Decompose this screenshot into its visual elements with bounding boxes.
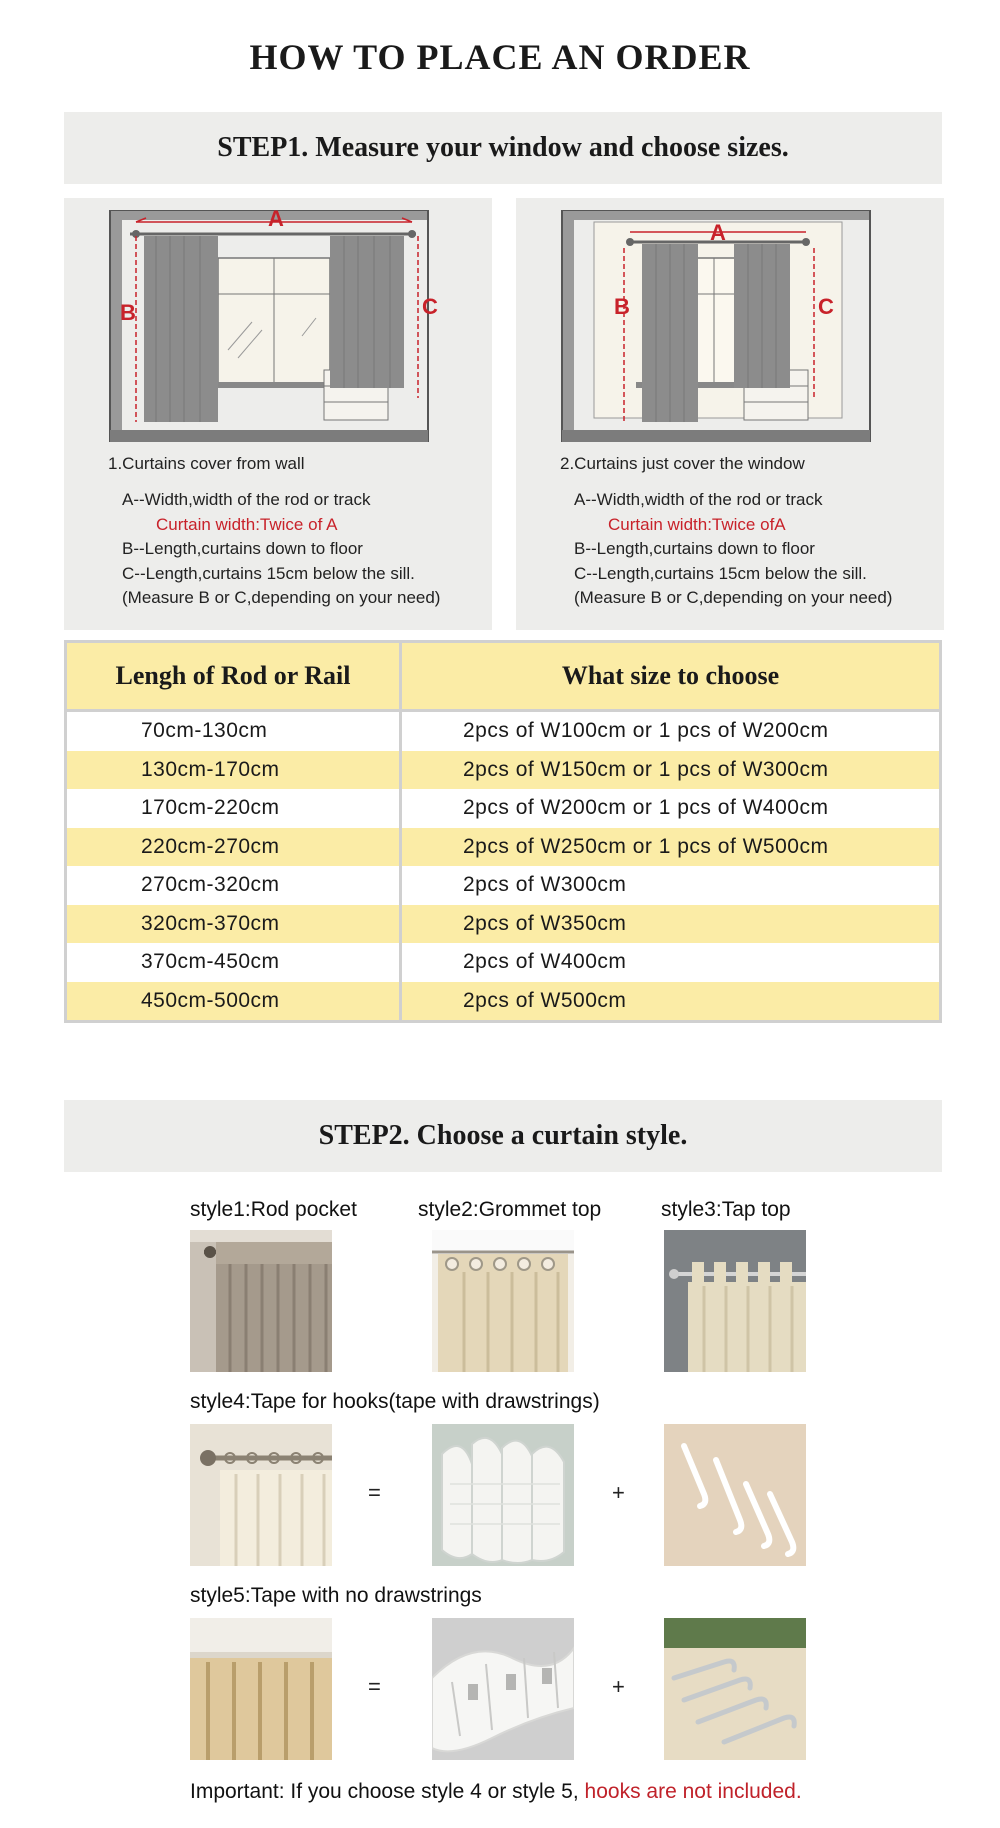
rod-length-cell: 130cm-170cm [66, 751, 401, 790]
plus-sign: + [612, 1480, 625, 1505]
mark-b: B [614, 294, 630, 319]
size-choice-cell: 2pcs of W200cm or 1 pcs of W400cm [463, 796, 829, 820]
hooks-note [190, 1780, 802, 1804]
line-width-note: Curtain width:Twice ofA [608, 514, 786, 534]
plus-sign: + [612, 1674, 625, 1699]
mark-b: B [120, 300, 136, 325]
table-row [66, 828, 941, 867]
line-width: A--Width,width of the rod or track [574, 490, 823, 509]
line-measure-note: (Measure B or C,depending on your need) [122, 588, 441, 607]
hooks-image [664, 1424, 806, 1566]
line-measure-note: (Measure B or C,depending on your need) [574, 588, 893, 607]
style1-label: style1:Rod pocket [190, 1198, 357, 1221]
mark-a: A [710, 220, 726, 245]
rod-length-cell: 450cm-500cm [66, 982, 401, 1022]
rod-pocket-image [190, 1230, 332, 1372]
step1-header: STEP1. Measure your window and choose sizes. [64, 112, 942, 184]
note-prefix: Important: If you choose style 4 or style 5, [190, 1780, 585, 1803]
table-row [66, 711, 941, 751]
table-row [66, 866, 941, 905]
table-row [66, 982, 941, 1022]
measure-panel-window [516, 198, 944, 630]
style2-label: style2:Grommet top [418, 1198, 602, 1221]
table-row [66, 751, 941, 790]
style3-label: style3:Tap top [661, 1198, 791, 1221]
curtain-wall-diagram [106, 210, 450, 442]
style4-label: style4:Tape for hooks(tape with drawstrings) [190, 1390, 600, 1413]
mark-c: C [422, 294, 438, 319]
size-choice-cell: 2pcs of W350cm [401, 905, 941, 944]
metal-hooks-image [664, 1618, 806, 1760]
line-width: A--Width,width of the rod or track [122, 490, 371, 509]
line-length-sill: C--Length,curtains 15cm below the sill. [574, 563, 867, 583]
size-choice-cell: 2pcs of W300cm [463, 873, 627, 897]
equals-sign: = [368, 1674, 381, 1699]
table-row [66, 905, 941, 944]
step2-header: STEP2. Choose a curtain style. [64, 1100, 942, 1172]
header-rod-length: Lengh of Rod or Rail [66, 642, 401, 711]
size-choice-cell: 2pcs of W250cm or 1 pcs of W500cm [401, 828, 941, 867]
rod-length-cell: 220cm-270cm [66, 828, 401, 867]
line-length-floor: B--Length,curtains down to floor [122, 539, 363, 558]
mark-c: C [818, 294, 834, 319]
note-highlight: hooks are not included. [584, 1780, 802, 1803]
style5-label: style5:Tape with no drawstrings [190, 1584, 482, 1607]
panel-caption: 1.Curtains cover from wall [108, 454, 305, 473]
equals-sign: = [368, 1480, 381, 1505]
pleat-tape-image [432, 1618, 574, 1760]
rod-length-cell: 320cm-370cm [66, 905, 401, 944]
drawstring-tape-image [432, 1424, 574, 1566]
size-choice-cell: 2pcs of W500cm [401, 982, 941, 1022]
curtain-window-diagram [558, 210, 902, 442]
pinch-pleat-image [190, 1618, 332, 1760]
pleated-curtain-image [190, 1424, 332, 1566]
line-length-sill: C--Length,curtains 15cm below the sill. [122, 563, 415, 583]
size-table [64, 640, 942, 1023]
rod-length-cell: 70cm-130cm [66, 711, 401, 751]
table-row [66, 789, 941, 828]
tab-top-image [664, 1230, 806, 1372]
measure-panel-wall [64, 198, 492, 630]
line-width-note: Curtain width:Twice of A [156, 514, 338, 534]
rod-length-cell: 370cm-450cm [66, 943, 401, 982]
rod-length-cell: 170cm-220cm [66, 789, 401, 828]
page-title: HOW TO PLACE AN ORDER [249, 37, 751, 77]
size-choice-cell: 2pcs of W100cm or 1 pcs of W200cm [463, 719, 829, 743]
header-size-choice: What size to choose [401, 642, 941, 711]
table-row [66, 943, 941, 982]
line-length-floor: B--Length,curtains down to floor [574, 539, 815, 558]
size-choice-cell: 2pcs of W150cm or 1 pcs of W300cm [401, 751, 941, 790]
rod-length-cell: 270cm-320cm [66, 866, 401, 905]
panel-caption: 2.Curtains just cover the window [560, 454, 805, 473]
grommet-image [432, 1230, 574, 1372]
size-choice-cell: 2pcs of W400cm [463, 950, 627, 974]
mark-a: A [268, 210, 284, 231]
